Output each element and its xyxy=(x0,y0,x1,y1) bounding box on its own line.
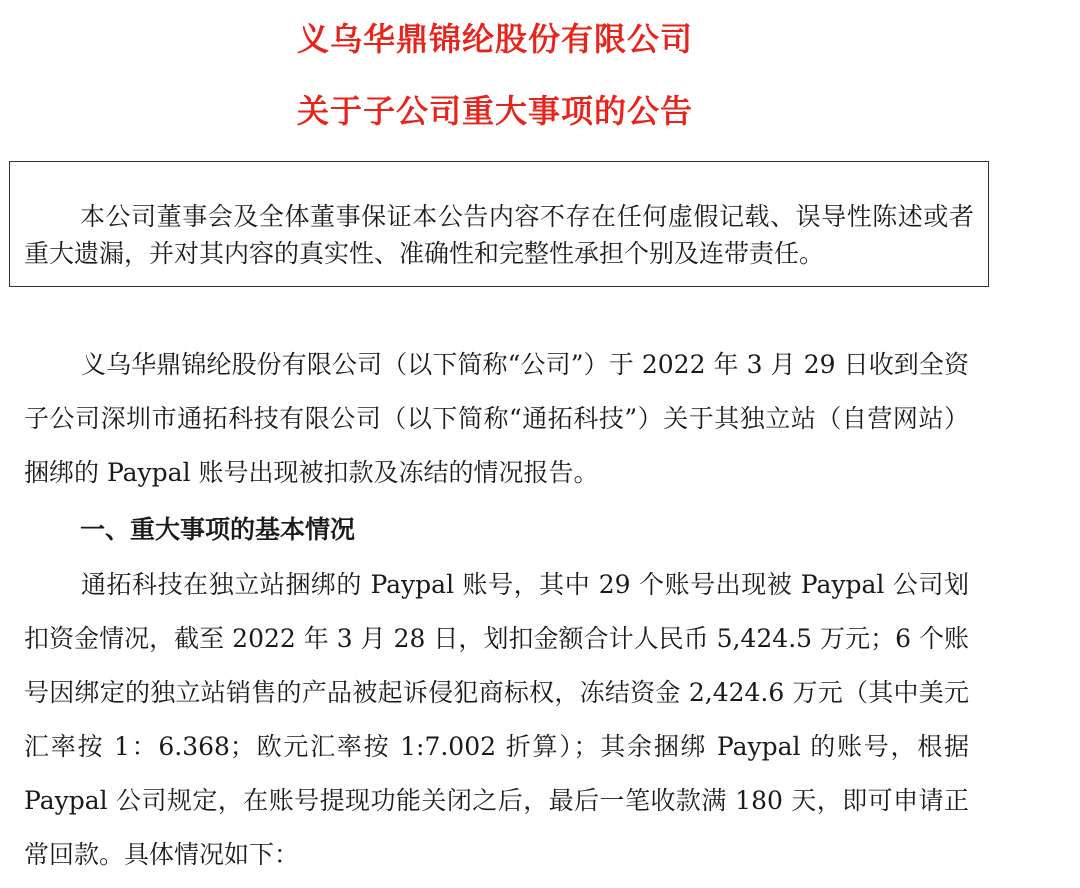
company-name-title: 义乌华鼎锦纶股份有限公司 xyxy=(296,20,693,58)
section-1-paragraph: 通拓科技在独立站捆绑的 Paypal 账号，其中 29 个账号出现被 Paypal 公司划扣资金情况，截至 2022 年 3 月 28 日，划扣金额合计人民币 5,424.5 万元；6 个账号因绑定的独立站销售的产品被起诉侵犯商标权，冻结资金 2,424.6 万元（其中美元汇率按 1：6.368；欧元汇率按 1:7.002 折算）；其余捆绑 Paypal 的账号，根据 Paypal 公司规定，在账号提现功能关闭之后，最后一笔收款满 180 天，即可申请正常回款。具体情况如下： xyxy=(24,570,969,869)
board-guarantee-notice-text: 本公司董事会及全体董事保证本公告内容不存在任何虚假记载、误导性陈述或者重大遗漏，并对其内容的真实性、准确性和完整性承担个别及连带责任。 xyxy=(24,202,974,268)
intro-paragraph: 义乌华鼎锦纶股份有限公司（以下简称“公司”）于 2022 年 3 月 29 日收到全资子公司深圳市通拓科技有限公司（以下简称“通拓科技”）关于其独立站（自营网站）捆绑的 Paypal 账号出现被扣款及冻结的情况报告。 xyxy=(24,350,969,487)
announcement-title: 关于子公司重大事项的公告 xyxy=(296,92,693,130)
board-guarantee-notice-box xyxy=(9,161,989,287)
section-1-heading: 一、重大事项的基本情况 xyxy=(80,515,356,544)
